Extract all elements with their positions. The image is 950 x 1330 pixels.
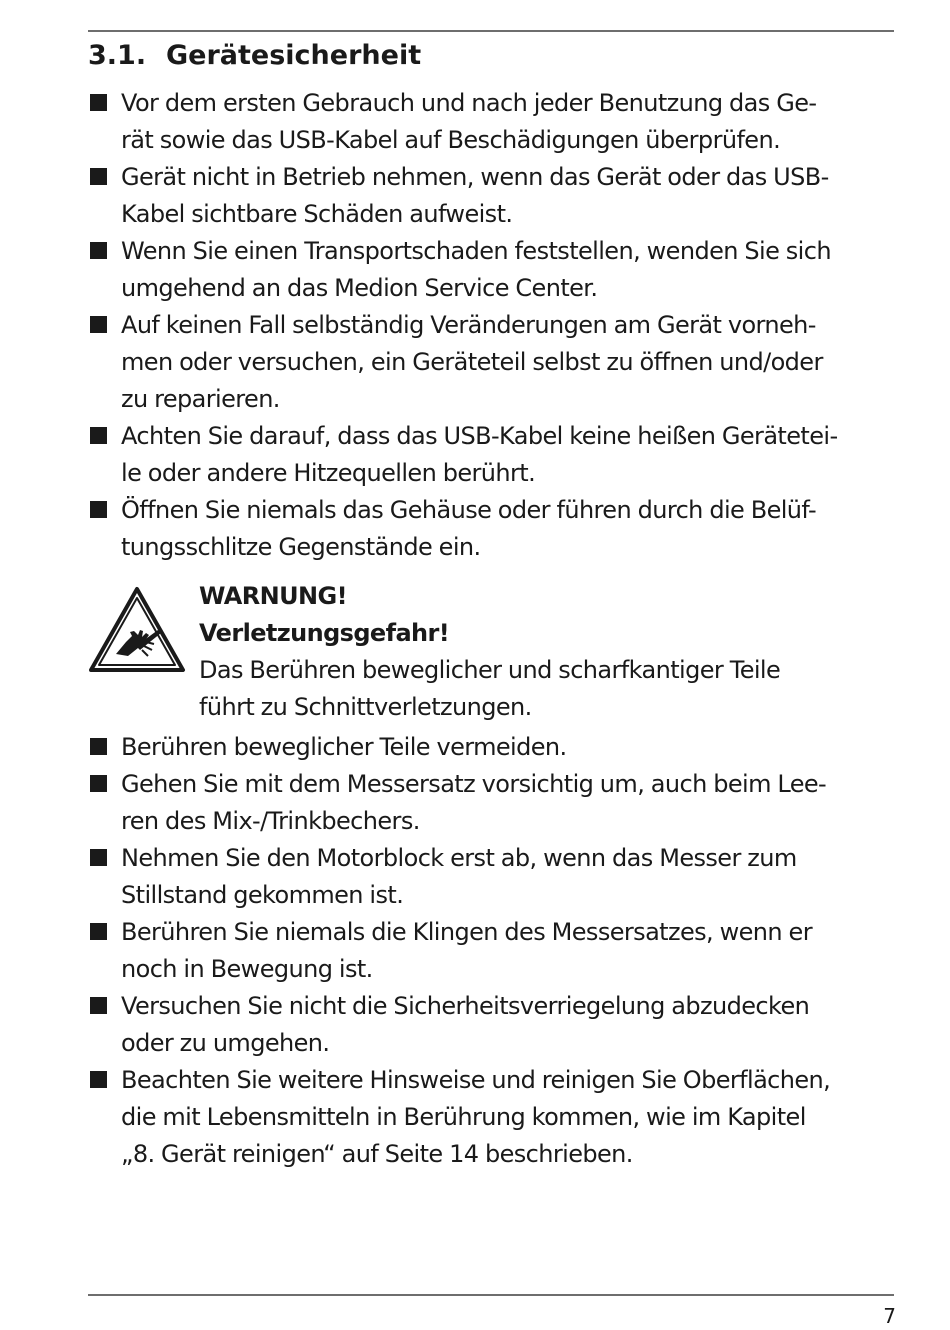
list-item-text: Nehmen Sie den Motorblock erst ab, wenn das Messer zum Stillstand gekommen ist. (121, 844, 797, 909)
page-number: 7 (883, 1304, 896, 1328)
section-number: 3.1. (88, 40, 147, 71)
square-bullet-icon (90, 997, 107, 1014)
section-heading (88, 36, 421, 76)
warning-text (199, 578, 899, 726)
list-item (88, 988, 898, 1062)
list-item-text: Beachten Sie weitere Hinsweise und reinigen Sie Oberflächen, die mit Lebensmitteln in Berührung kommen, wie im Kapitel „8. Gerät reinigen“ auf Seite 14 beschrieben. (121, 1066, 831, 1168)
list-item (88, 85, 898, 159)
section-title: Gerätesicherheit (166, 40, 422, 71)
safety-list-bottom (88, 729, 898, 1173)
hand-cut-warning-icon (88, 586, 186, 674)
list-item-text: Auf keinen Fall selbständig Veränderungen am Gerät vorneh- men oder versuchen, ein Geräteteil selbst zu öffnen und/oder zu reparieren. (121, 311, 823, 413)
list-item (88, 840, 898, 914)
square-bullet-icon (90, 427, 107, 444)
square-bullet-icon (90, 168, 107, 185)
list-item-text: Berühren beweglicher Teile vermeiden. (121, 733, 567, 761)
list-item (88, 766, 898, 840)
list-item (88, 307, 898, 418)
list-item (88, 1062, 898, 1173)
list-item (88, 159, 898, 233)
square-bullet-icon (90, 242, 107, 259)
list-item (88, 914, 898, 988)
square-bullet-icon (90, 738, 107, 755)
safety-list-top (88, 85, 898, 566)
list-item (88, 729, 898, 766)
list-item-text: Öffnen Sie niemals das Gehäuse oder führen durch die Belüf- tungsschlitze Gegenstände ein. (121, 496, 817, 561)
square-bullet-icon (90, 501, 107, 518)
warning-body-line: führt zu Schnittverletzungen. (199, 693, 532, 721)
square-bullet-icon (90, 1071, 107, 1088)
square-bullet-icon (90, 923, 107, 940)
square-bullet-icon (90, 775, 107, 792)
square-bullet-icon (90, 316, 107, 333)
list-item (88, 418, 898, 492)
warning-subheading: Verletzungsgefahr! (199, 619, 450, 647)
list-item (88, 233, 898, 307)
list-item (88, 492, 898, 566)
warning-body-line: Das Berühren beweglicher und scharfkantiger Teile (199, 656, 781, 684)
list-item-text: Achten Sie darauf, dass das USB-Kabel keine heißen Gerätetei- le oder andere Hitzequellen berührt. (121, 422, 838, 487)
top-rule (88, 30, 894, 32)
bottom-rule (88, 1294, 894, 1296)
warning-box (88, 578, 898, 728)
list-item-text: Berühren Sie niemals die Klingen des Messersatzes, wenn er noch in Bewegung ist. (121, 918, 812, 983)
square-bullet-icon (90, 94, 107, 111)
square-bullet-icon (90, 849, 107, 866)
list-item-text: Wenn Sie einen Transportschaden feststellen, wenden Sie sich umgehend an das Medion Service Center. (121, 237, 831, 302)
list-item-text: Gerät nicht in Betrieb nehmen, wenn das Gerät oder das USB- Kabel sichtbare Schäden aufweist. (121, 163, 829, 228)
list-item-text: Versuchen Sie nicht die Sicherheitsverriegelung abzudecken oder zu umgehen. (121, 992, 810, 1057)
warning-heading: WARNUNG! (199, 582, 347, 610)
list-item-text: Vor dem ersten Gebrauch und nach jeder Benutzung das Ge- rät sowie das USB-Kabel auf Beschädigungen überprüfen. (121, 89, 817, 154)
list-item-text: Gehen Sie mit dem Messersatz vorsichtig um, auch beim Lee- ren des Mix-/Trinkbechers. (121, 770, 827, 835)
